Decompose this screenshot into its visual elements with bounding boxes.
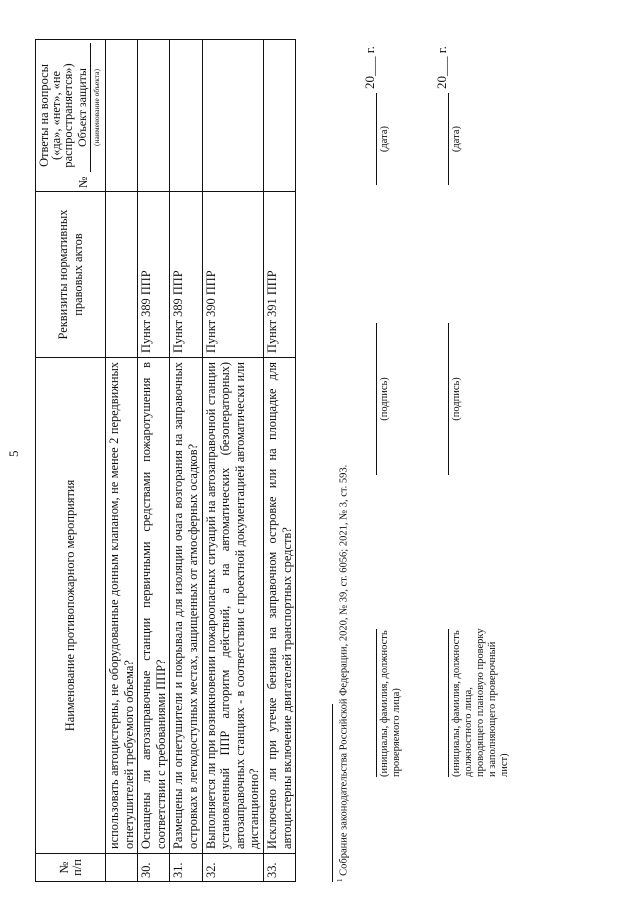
checklist-table [35, 39, 296, 882]
cell-measure-text: Размещены ли огнетушители и покрывала для изоляции очага возгорания на заправочных островках в легкодоступных местах, защищенных от атмосферных осадков? [170, 358, 202, 854]
cell-answer [202, 40, 263, 192]
footnote-text: Собрание законодательства Российской Федерации, 2020, № 39, ст. 6056; 2021, № 3, ст. 593. [338, 464, 350, 876]
table-row [138, 40, 170, 882]
person-line-1 [376, 629, 377, 777]
cell-ref: Пункт 390 ППР [202, 192, 263, 358]
cell-measure-text: Оснащены ли автозаправочные станции первичными средствами пожаротушения в соответствии с требованиями ППР? [138, 358, 170, 854]
answers-object-title: Объект защиты [75, 68, 89, 147]
signature-line-1 [376, 323, 377, 475]
cell-num [106, 854, 138, 882]
answers-options: («да», «нет», «не распространяется») [49, 63, 75, 168]
cell-ref: Пункт 389 ППР [138, 192, 170, 358]
answers-subheader [76, 43, 103, 188]
footnote-mark: 1 [336, 878, 344, 882]
date-line-1 [376, 93, 377, 185]
cell-answer [263, 40, 295, 192]
table-row [202, 40, 263, 882]
cell-ref: Пункт 391 ППР [263, 192, 295, 358]
table-row-continuation [106, 40, 138, 882]
table-row [263, 40, 295, 882]
footnote [336, 465, 350, 882]
date-label-2: (дата) [451, 125, 462, 153]
cell-ref: Пункт 389 ППР [170, 192, 202, 358]
header-answers [36, 40, 106, 192]
signature-label-2: (подпись) [451, 377, 462, 421]
header-num: № п/п [36, 854, 106, 882]
answers-no: № [76, 176, 90, 188]
cell-num: 33. [263, 854, 295, 882]
cell-answer [138, 40, 170, 192]
cell-measure-text: Исключено ли при утечке бензина на заправочном островке или на площадке для автоцистерны включение двигателей транспортных средств? [263, 358, 295, 854]
answers-title: Ответы на вопросы [37, 64, 51, 167]
header-measure-name: Наименование противопожарного мероприятия [36, 358, 106, 854]
answers-object [76, 43, 103, 172]
cell-answer [170, 40, 202, 192]
cell-num: 30. [138, 854, 170, 882]
person-label-2: (инициалы, фамилия, должность должностного лица, проводящего плановую проверку и заполняющего проверочный лист) [451, 628, 510, 777]
cell-num: 32. [202, 854, 263, 882]
page-number: 5 [6, 450, 21, 457]
answers-object-hint: (наименование объекта) [90, 43, 103, 172]
signature-label-1: (подпись) [379, 377, 390, 421]
date-line-2 [448, 93, 449, 185]
person-line-2 [448, 629, 449, 777]
person-label-1: (инициалы, фамилия, должность проверяемого лица) [379, 630, 402, 777]
cell-measure-text: использовать автоцистерны, не оборудованные донным клапаном, не менее 2 передвижных огнетушителей требуемого объема? [106, 358, 138, 854]
year-text-2: 20___ г. [434, 46, 449, 89]
signature-line-2 [448, 323, 449, 475]
footnote-separator [332, 704, 333, 882]
header-legal-refs: Реквизиты нормативных правовых актов [36, 192, 106, 358]
date-label-1: (дата) [379, 125, 390, 153]
cell-measure-text: Выполняется ли при возникновении пожароопасных ситуаций на автозаправочной станции установленный ППР алгоритм действий, а на автоматических (безоператорных) автозаправочных станциях - в соответствии с проектной документацией автоматически или дистанционно? [202, 358, 263, 854]
table-row [170, 40, 202, 882]
cell-answer [106, 40, 138, 192]
year-text-1: 20___ г. [362, 46, 377, 89]
cell-ref [106, 192, 138, 358]
table-header-row [36, 40, 106, 882]
cell-num: 31. [170, 854, 202, 882]
